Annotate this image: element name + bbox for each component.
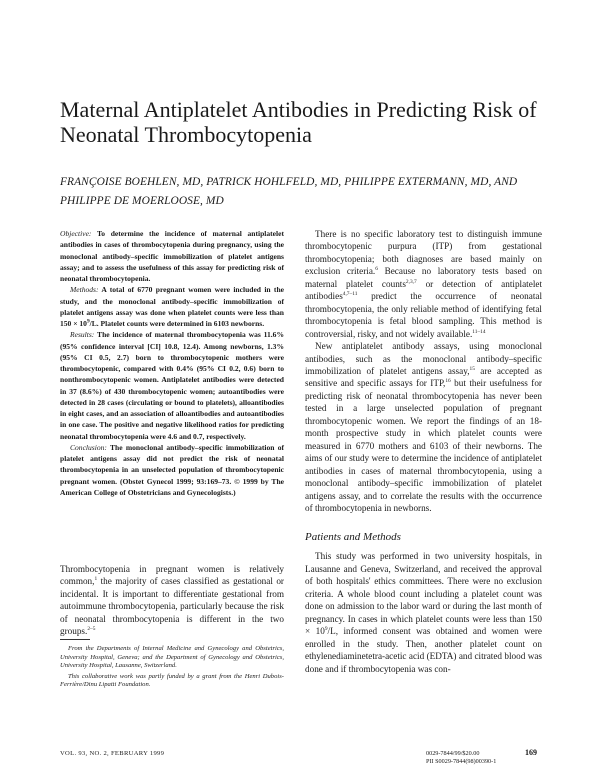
intro-ref-2[interactable]: 2–5 [87,626,96,633]
methods-text: A total of 6770 pregnant women were included in the study, and the monoclonal antibody–specific immobilization of platelet antigens assay was done when platelet counts were less than 150 × 10 [60,285,284,328]
p3-text-b: /L, informed consent was obtained and women were enrolled in the study. Then, another platelet count on ethylenediaminetetra-acetic acid (EDTA) and citrated blood was done and if thrombocytopenia was con- [305,626,542,674]
p3-exponent: 9 [324,626,328,633]
p1-text-c: or detection of antiplatelet antibodies [305,278,542,302]
p2-ref-2[interactable]: 16 [445,378,451,385]
intro-paragraph [60,563,284,638]
abstract-conclusion [60,442,284,498]
affiliation-footnote: From the Departments of Internal Medicine and Gynecology and Obstetrics, University Hospital, Geneva; and the Department of Gynecology and Obstetrics, University Hospital, Lausanne, Switzerland. [60,645,284,670]
intro-text-b: the majority of cases classified as gestational or incidental. It is important to differentiate gestational from autoimmune thrombocytopenia, particularly because the risk of neonatal thrombocytopenia is different in the two groups. [60,576,284,637]
journal-code: 0029-7844/99/$20.00 [426,750,480,757]
p1-ref-3[interactable]: 4,7–11 [342,291,358,298]
p1-ref-4[interactable]: 11–14 [472,328,486,335]
methods-exponent: 9 [86,318,90,325]
conclusion-label: Conclusion: [70,442,107,452]
article-title: Maternal Antiplatelet Antibodies in Predicting Risk of Neonatal Thrombocytopenia [60,97,537,147]
p2-ref-1[interactable]: 15 [469,365,475,372]
p1-text-b: Because no laboratory tests based on maternal platelet counts [305,266,542,289]
right-column [305,228,542,675]
p2-text-c: but their usefulness for predicting risk of neonatal thrombocytopenia has never been tested in a large unselected population of pregnant thrombocytopenic women. We report the findings of an 18-month prospective study in which platelet counts were measured in 6770 mothers and 6103 of their newborns. The aims of our study were to determine the incidence of antiplatelet antibodies in cases of maternal thrombocytopenia, using a monoclonal antibody–specific immobilization of platelet antigens assay, and to correlate the results with the occurrence of thrombocytopenia in newborns. [305,378,542,513]
body-paragraph-2 [305,340,542,514]
methods-label: Methods: [70,285,99,295]
p1-ref-1[interactable]: 6 [375,266,378,273]
body-paragraph-1 [305,228,542,340]
funding-footnote: This collaborative work was partly funded by a grant from the Henri Dubois-Ferrière/Dinu Lipatti Foundation. [60,672,284,689]
intro-text-a: Thrombocytopenia in pregnant women is relatively common, [60,564,284,587]
p1-ref-2[interactable]: 2,3,7 [405,278,417,285]
p3-text-a: This study was performed in two university hospitals, in Lausanne and Geneva, Switzerland, and received the approval of both hospitals' ethics committees. There were no exclusion criteria. A whole blood count including a platelet count was done on admission to the labor ward or during the last month of pregnancy. In cases in which platelet counts were less than 150 × 10 [305,551,542,637]
methods-text-2: /L. Platelet counts were determined in 6103 newborns. [89,319,265,328]
abstract-objective [60,228,284,284]
conclusion-text: The monoclonal antibody–specific immobilization of platelet antigens assay did not predict the risk of neonatal thrombocytopenia in an unselected population of thrombocytopenic pregnant women. (Obstet Gynecol 1999; 93:169–73. © 1999 by The American College of Obstetricians and Gynecologists.) [60,442,284,497]
p2-text-b: are accepted as sensitive and specific assays for ITP, [305,365,542,389]
objective-label: Objective: [60,229,92,238]
objective-text: To determine the incidence of maternal antiplatelet antibodies in cases of thrombocytopenia during pregnancy, using the monoclonal antibody–specific immobilization of platelet antigens assay; and to assess the usefulness of this assay for predicting risk of neonatal thrombocytopenia. [60,229,284,283]
footnote-divider [60,639,90,640]
pii-code: PII S0029-7844(98)00390-1 [426,758,497,765]
abstract-methods [60,284,284,329]
intro-ref-1[interactable]: 1 [94,576,98,583]
abstract [60,228,284,498]
p1-text-d: predict the occurrence of neonatal thrombocytopenia, the only reliable method of identifying fetal thrombocytopenia is fetal blood sampling. This method is controversial, risky, and not widely available. [305,291,542,339]
p2-text-a: New antiplatelet antibody assays, using monoclonal antibodies, such as the monoclonal antibody–specific immobilization of platelet antigens assay, [305,341,542,376]
abstract-results [60,329,284,442]
p1-text-a: There is no specific laboratory test to distinguish immune thrombocytopenic purpura (ITP) from gestational thrombocytopenia; both diagnoses are based mainly on exclusion criteria. [305,229,542,277]
footnotes [60,645,284,692]
section-heading: Patients and Methods [305,531,401,544]
results-text: The incidence of maternal thrombocytopenia was 11.6% (95% confidence interval [CI] 10.8, 12.4). Among newborns, 1.3% (95% CI 0.5, 2.7) born to thrombocytopenic mothers were thrombocytopenic, compared with 0.4% (95% CI 0.2, 0.6) born to nonthrombocytopenic women. Antiplatelet antibodies were detected in 37 (8.6%) of 430 thrombocytopenic women; autoantibodies were detected in 28 cases (circulating or bound to platelets), alloantibodies in eight cases, and an association of alloantibodies and autoantibodies in one case. The positive and negative likelihood ratios for predicting neonatal thrombocytopenia were 4.6 and 0.7, respectively. [60,330,284,441]
page-number: 169 [525,748,537,757]
results-label: Results: [70,330,95,340]
author-list: FRANÇOISE BOEHLEN, MD, PATRICK HOHLFELD, MD, PHILIPPE EXTERMANN, MD, AND PHILIPPE DE MOERLOOSE, MD [60,176,518,207]
body-paragraph-3 [305,550,542,675]
journal-issue: VOL. 93, NO. 2, FEBRUARY 1999 [60,750,165,757]
